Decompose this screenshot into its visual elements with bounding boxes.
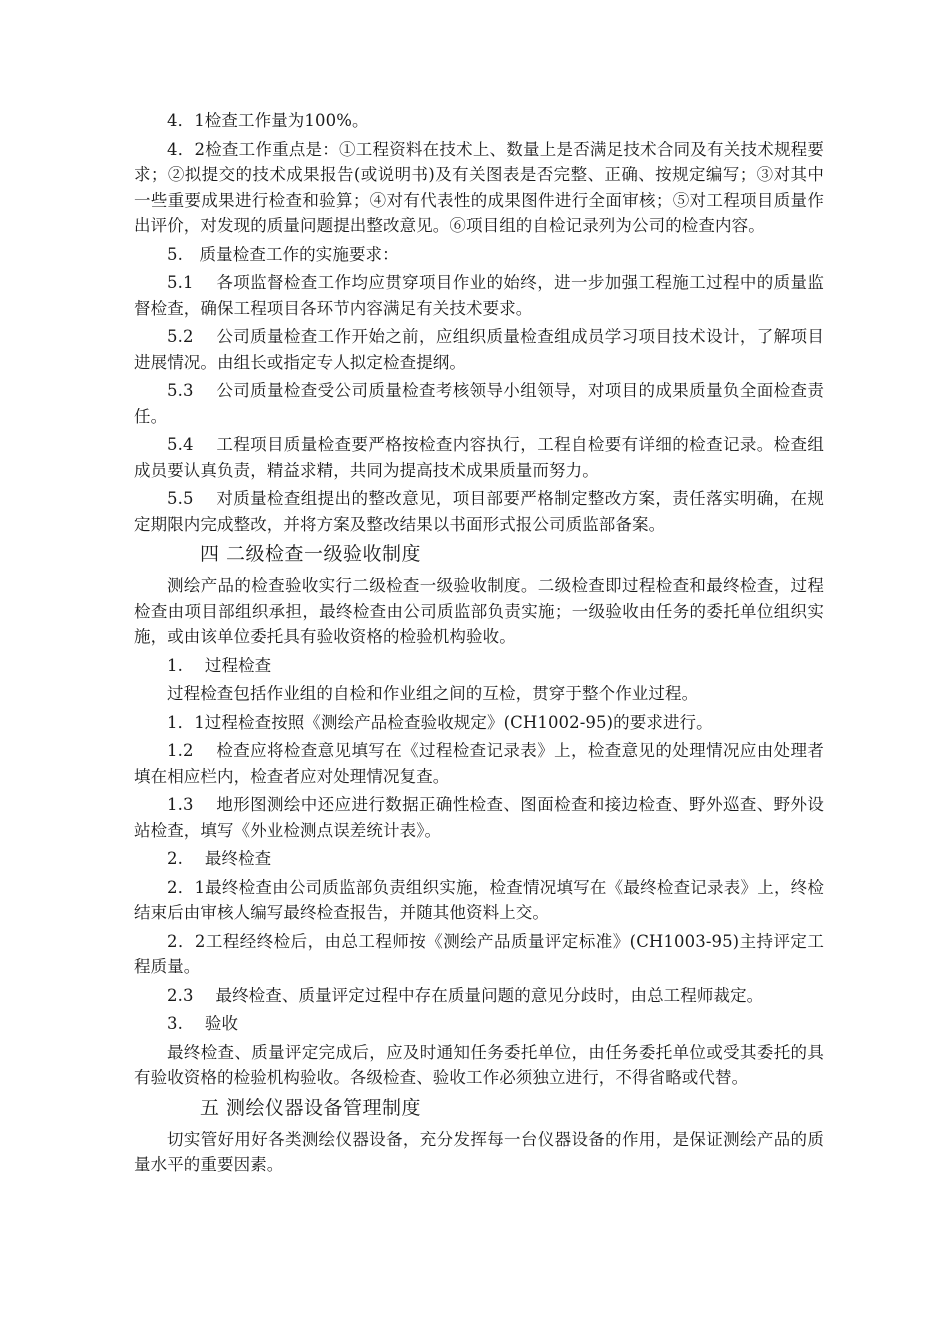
paragraph-4-2: 4．2检查工作重点是：①工程资料在技术上、数量上是否满足技术合同及有关技术规程要求；②拟提交的技术成果报告(或说明书)及有关图表是否完整、正确、按规定编写；③对其中一些重要成果进行检查和验算；④对有代表性的成果图件进行全面审核；⑤对工程项目质量作出评价，对发现的质量问题提出整改意见。⑥项目组的自检记录列为公司的检查内容。 (134, 139, 824, 235)
paragraph-5-2: 5.2 公司质量检查工作开始之前，应组织质量检查组成员学习项目技术设计，了解项目进展情况。由组长或指定专人拟定检查提纲。 (134, 327, 824, 372)
paragraph-4-1: 4．1检查工作量为100%。 (167, 111, 369, 130)
section4-item-2-title: 2. 最终检查 (167, 849, 272, 868)
section4-intro: 测绘产品的检查验收实行二级检查一级验收制度。二级检查即过程检查和最终检查，过程检查由项目部组织承担，最终检查由公司质监部负责实施；一级验收由任务的委托单位组织实施，或由该单位委托具有验收资格的检验机构验收。 (134, 576, 824, 646)
paragraph-5-1: 5.1 各项监督检查工作均应贯穿项目作业的始终，进一步加强工程施工过程中的质量监督检查，确保工程项目各环节内容满足有关技术要求。 (134, 273, 824, 318)
section4-item-3-desc: 最终检查、质量评定完成后，应及时通知任务委托单位，由任务委托单位或受其委托的具有验收资格的检验机构验收。各级检查、验收工作必须独立进行，不得省略或代替。 (134, 1042, 824, 1087)
document-body (134, 108, 824, 1178)
section4-item-1-desc: 过程检查包括作业组的自检和作业组之间的互检，贯穿于整个作业过程。 (167, 684, 699, 703)
section4-item-1-title: 1. 过程检查 (167, 655, 272, 675)
paragraph-5-4: 5.4 工程项目质量检查要严格按检查内容执行，工程自检要有详细的检查记录。检查组成员要认真负责，精益求精，共同为提高技术成果质量而努力。 (134, 435, 824, 480)
section5-intro: 切实管好用好各类测绘仪器设备，充分发挥每一台仪器设备的作用，是保证测绘产品的质量水平的重要因素。 (134, 1129, 824, 1174)
section4-item-1-3: 1.3 地形图测绘中还应进行数据正确性检查、图面检查和接边检查、野外巡查、野外设站检查，填写《外业检测点误差统计表》。 (134, 795, 824, 840)
section4-item-2-3: 2.3 最终检查、质量评定过程中存在质量问题的意见分歧时，由总工程师裁定。 (167, 985, 764, 1005)
paragraph-5-title: 5. 质量检查工作的实施要求： (167, 244, 399, 264)
section4-item-2-1: 2．1最终检查由公司质监部负责组织实施，检查情况填写在《最终检查记录表》上，终检结束后由审核人编写最终检查报告，并随其他资料上交。 (134, 877, 824, 922)
section4-item-1-2: 1.2 检查应将检查意见填写在《过程检查记录表》上，检查意见的处理情况应由处理者填在相应栏内，检查者应对处理情况复查。 (134, 741, 824, 786)
section4-item-1-1: 1．1过程检查按照《测绘产品检查验收规定》(CH1002-95)的要求进行。 (167, 712, 713, 732)
paragraph-5-3: 5.3 公司质量检查受公司质量检查考核领导小组领导，对项目的成果质量负全面检查责任。 (134, 381, 824, 426)
section-heading-5: 五 测绘仪器设备管理制度 (200, 1096, 422, 1119)
section4-item-2-2: 2．2工程经终检后，由总工程师按《测绘产品质量评定标准》(CH1003-95)主持评定工程质量。 (134, 931, 824, 976)
section-heading-4: 四 二级检查一级验收制度 (200, 543, 422, 565)
section4-item-3-title: 3. 验收 (167, 1014, 239, 1033)
paragraph-5-5: 5.5 对质量检查组提出的整改意见，项目部要严格制定整改方案，责任落实明确，在规定期限内完成整改，并将方案及整改结果以书面形式报公司质监部备案。 (134, 489, 824, 534)
